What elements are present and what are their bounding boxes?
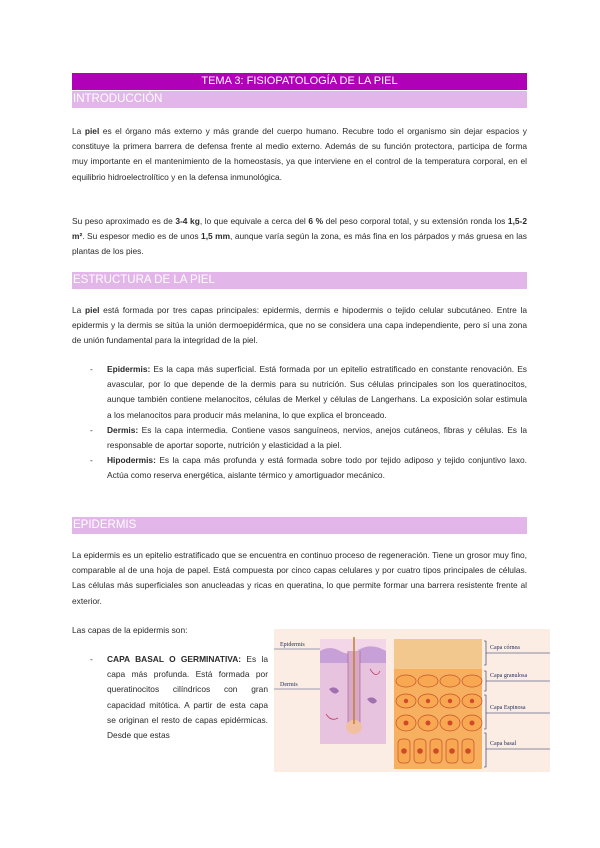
estructura-paragraph: La piel está formada por tres capas principales: epidermis, dermis e hipodermis o tejido celular subcutáneo. Entre la epidermis y la dermis se sitúa la unión dermoepidérmica, que no se considera una capa independiente, pero sí una zona de unión fundamental para la integridad de la piel. [72,305,527,346]
figure-label-capa-cornea: Capa córnea [490,645,520,651]
list-item: - Hipodermis: Es la capa más profunda y está formada sobre todo por tejido adiposo y tejido conjuntivo laxo. Actúa como reserva energética, aislante térmico y amortiguador mecánico. [90,455,527,481]
epidermis-layers-intro: Las capas de la epidermis son: [72,625,188,635]
list-item: - Epidermis: Es la capa más superficial. Está formada por un epitelio estratificado en constante renovación. Es avascular, por lo que depende de la dermis para su nutrición. Sus células principales son los queratinocitos, aunque también contiene melanocitos, células de Merkel y células de Langerhans. La exposición solar estimula a los melanocitos para producir más melanina, lo que explica el bronceado. [90,364,527,420]
figure-label-capa-granulosa: Capa granulosa [490,673,528,679]
intro-paragraph-2: Su peso aproximado es de 3-4 kg, lo que equivale a cerca del 6 % del peso corporal total, y su extensión ronda los 1,5-2 m². Su espesor medio es de unos 1,5 mm, aunque varía según la zona, es más fina en los párpados y más gruesa en las plantas de los pies. [72,216,527,257]
epidermis-layers-list [90,652,268,743]
figure-label-capa-basal: Capa basal [490,741,517,747]
figure-label-capa-espinosa: Capa Espinosa [490,705,526,711]
figure-label-dermis: Dermis [280,682,298,688]
document-title: TEMA 3: FISIOPATOLOGÍA DE LA PIEL [72,73,527,90]
epidermis-paragraph: La epidermis es un epitelio estratificado que se encuentra en continuo proceso de regeneración. Tiene un grosor muy fino, comparable al de una hoja de papel. Está compuesta por cinco capas celulares y por cuatro tipos principales de células. Las células más superficiales son anucleadas y ricas en queratina, lo que permite formar una barrera resistente frente al exterior. [72,550,527,606]
section-heading-introduccion: INTRODUCCIÓN [72,91,527,108]
list-item: - CAPA BASAL O GERMINATIVA: Es la capa más profunda. Está formada por queratinocitos cilíndricos con gran capacidad mitótica. A partir de esta capa se originan el resto de capas epidérmicas. Desde que estas [90,654,268,741]
intro-paragraph-1: La piel es el órgano más externo y más grande del cuerpo humano. Recubre todo el organismo sin dejar espacios y constituye la primera barrera de defensa frente al medio externo. Además de su función protectora, participa de forma muy importante en el mantenimiento de la homeostasis, ya que interviene en el control de la temperatura corporal, en el equilibrio hidroelectrolítico y en la defensa inmunológica. [72,126,527,182]
figure-label-epidermis: Epidermis [280,642,305,648]
section-heading-estructura: ESTRUCTURA DE LA PIEL [72,272,527,289]
section-heading-epidermis: EPIDERMIS [72,517,527,534]
skin-layers-illustration [274,629,550,772]
list-item: - Dermis: Es la capa intermedia. Contiene vasos sanguíneos, nervios, anejos cutáneos, fibras y células. Es la responsable de aportar soporte, nutrición y elasticidad a la piel. [90,424,527,451]
skin-layers-list [90,362,527,484]
